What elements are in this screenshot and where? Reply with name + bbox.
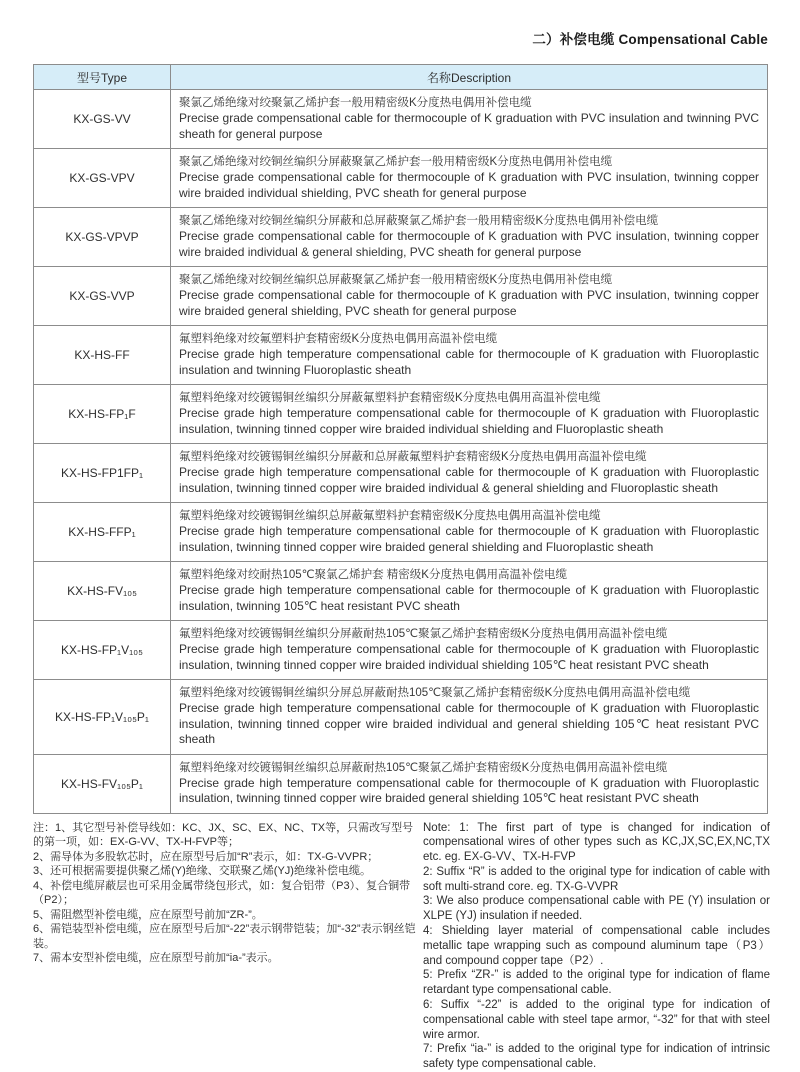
description-en: Precise grade high temperature compensational cable for thermocouple of K graduation with Fluoroplastic insulation, twinning tinned copper wire braided individual shielding and Fluoroplastic sheath: [179, 406, 759, 437]
table-row: [34, 621, 768, 680]
description-cell: [171, 208, 768, 267]
type-cell: KX-HS-FF: [34, 326, 171, 385]
note-line-zh: 7、需本安型补偿电缆，应在原型号前加“ia-”表示。: [33, 951, 417, 966]
description-cn: 氟塑料绝缘对绞氟塑料护套精密级K分度热电偶用高温补偿电缆: [179, 331, 759, 347]
description-cell: [171, 621, 768, 680]
description-cn: 氟塑料绝缘对绞镀锡铜丝编织分屏蔽氟塑料护套精密级K分度热电偶用高温补偿电缆: [179, 390, 759, 406]
table-row: [34, 208, 768, 267]
description-en: Precise grade high temperature compensational cable for thermocouple of K graduation with Fluoroplastic insulation, twinning tinned copper wire braided general shielding and Fluoroplastic sheath: [179, 524, 759, 555]
column-header-type: 型号Type: [34, 65, 171, 90]
description-en: Precise grade high temperature compensational cable for thermocouple of K graduation with Fluoroplastic insulation, twinning tinned copper wire braided individual and general shielding 105℃ heat resistant PVC sheath: [179, 701, 759, 748]
description-en: Precise grade high temperature compensational cable for thermocouple of K graduation with Fluoroplastic insulation, twinning 105℃ heat resistant PVC sheath: [179, 583, 759, 614]
description-cell: [171, 754, 768, 813]
type-cell: KX-HS-FP₁F: [34, 385, 171, 444]
type-cell: KX-HS-FP₁V₁₀₅P₁: [34, 680, 171, 755]
description-cn: 氟塑料绝缘对绞镀锡铜丝编织分屏总屏蔽耐热105℃聚氯乙烯护套精密级K分度热电偶用高温补偿电缆: [179, 685, 759, 701]
description-cn: 聚氯乙烯绝缘对绞铜丝编织分屏蔽聚氯乙烯护套一般用精密级K分度热电偶用补偿电缆: [179, 154, 759, 170]
page-title: 二）补偿电缆 Compensational Cable: [33, 28, 768, 48]
table-row: [34, 149, 768, 208]
description-cell: [171, 503, 768, 562]
note-line-en: 3: We also produce compensational cable with PE (Y) insulation or XLPE (YJ) insulation if needed.: [423, 894, 770, 924]
table-row: [34, 503, 768, 562]
note-line-en: 4: Shielding layer material of compensational cable includes metallic tape wrapping such as compound aluminum tape（P3）and compound copper tape（P2）.: [423, 924, 770, 968]
notes-en: [423, 821, 770, 1072]
note-line-en: 2: Suffix “R” is added to the original type for indication of cable with soft multi-strand core. eg. TX-G-VVPR: [423, 865, 770, 895]
cable-table-body: [34, 90, 768, 814]
notes-section: [33, 821, 770, 1072]
description-cell: [171, 680, 768, 755]
table-row: [34, 562, 768, 621]
note-line-zh: 2、需导体为多股软芯时，应在原型号后加“R”表示，如：TX-G-VVPR；: [33, 850, 417, 865]
description-cn: 聚氯乙烯绝缘对绞铜丝编织总屏蔽聚氯乙烯护套一般用精密级K分度热电偶用补偿电缆: [179, 272, 759, 288]
type-cell: KX-GS-VVP: [34, 267, 171, 326]
note-line-en: 7: Prefix “ia-” is added to the original type for indication of intrinsic safety type compensational cable.: [423, 1042, 770, 1072]
type-cell: KX-HS-FP₁V₁₀₅: [34, 621, 171, 680]
cable-table: [33, 64, 768, 814]
description-cn: 聚氯乙烯绝缘对绞聚氯乙烯护套一般用精密级K分度热电偶用补偿电缆: [179, 95, 759, 111]
cable-table-header: [34, 65, 768, 90]
type-cell: KX-GS-VPVP: [34, 208, 171, 267]
table-row: [34, 267, 768, 326]
note-line-zh: 3、还可根据需要提供聚乙烯(Y)绝缘、交联聚乙烯(YJ)绝缘补偿电缆。: [33, 864, 417, 879]
type-cell: KX-HS-FV₁₀₅P₁: [34, 754, 171, 813]
description-cell: [171, 149, 768, 208]
note-line-en: Note: 1: The first part of type is changed for indication of compensational wires of other types such as KC,JX,SC,EX,NC,TX etc. eg. EX-G-VV、TX-H-FVP: [423, 821, 770, 865]
description-en: Precise grade compensational cable for thermocouple of K graduation with PVC insulation and twinning PVC sheath for general purpose: [179, 111, 759, 142]
description-en: Precise grade high temperature compensational cable for thermocouple of K graduation with Fluoroplastic insulation, twinning tinned copper wire braided individual shielding 105℃ heat resistant PVC sheath: [179, 642, 759, 673]
note-line-zh: 4、补偿电缆屏蔽层也可采用金属带绕包形式，如：复合铝带（P3）、复合铜带（P2）；: [33, 879, 417, 908]
description-cn: 氟塑料绝缘对绞镀锡铜丝编织分屏蔽耐热105℃聚氯乙烯护套精密级K分度热电偶用高温补偿电缆: [179, 626, 759, 642]
table-row: [34, 385, 768, 444]
column-header-description: 名称Description: [171, 65, 768, 90]
note-line-zh: 注：1、其它型号补偿导线如：KC、JX、SC、EX、NC、TX等，只需改写型号的第一项，如：EX-G-VV、TX-H-FVP等；: [33, 821, 417, 850]
description-cell: [171, 326, 768, 385]
description-cn: 氟塑料绝缘对绞耐热105℃聚氯乙烯护套 精密级K分度热电偶用高温补偿电缆: [179, 567, 759, 583]
description-cn: 氟塑料绝缘对绞镀锡铜丝编织总屏蔽耐热105℃聚氯乙烯护套精密级K分度热电偶用高温补偿电缆: [179, 760, 759, 776]
notes-zh: [33, 821, 417, 1072]
table-row: [34, 754, 768, 813]
description-cn: 氟塑料绝缘对绞镀锡铜丝编织总屏蔽氟塑料护套精密级K分度热电偶用高温补偿电缆: [179, 508, 759, 524]
type-cell: KX-HS-FP1FP₁: [34, 444, 171, 503]
description-cn: 聚氯乙烯绝缘对绞铜丝编织分屏蔽和总屏蔽聚氯乙烯护套一般用精密级K分度热电偶用补偿电缆: [179, 213, 759, 229]
description-en: Precise grade high temperature compensational cable for thermocouple of K graduation with Fluoroplastic insulation and twinning Fluoroplastic sheath: [179, 347, 759, 378]
type-cell: KX-HS-FV₁₀₅: [34, 562, 171, 621]
description-cell: [171, 90, 768, 149]
description-cell: [171, 444, 768, 503]
description-cell: [171, 267, 768, 326]
note-line-en: 5: Prefix “ZR-” is added to the original type for indication of flame retardant type compensational cable.: [423, 968, 770, 998]
description-en: Precise grade high temperature compensational cable for thermocouple of K graduation with Fluoroplastic insulation, twinning tinned copper wire braided general shielding 105℃ heat resistant PVC sheath: [179, 776, 759, 807]
type-cell: KX-GS-VPV: [34, 149, 171, 208]
description-cell: [171, 385, 768, 444]
table-row: [34, 444, 768, 503]
note-line-zh: 5、需阻燃型补偿电缆，应在原型号前加“ZR-”。: [33, 908, 417, 923]
note-line-zh: 6、需铠装型补偿电缆，应在原型号后加“-22”表示钢带铠装；加“-32”表示钢丝铠装。: [33, 922, 417, 951]
description-cell: [171, 562, 768, 621]
description-cn: 氟塑料绝缘对绞镀锡铜丝编织分屏蔽和总屏蔽氟塑料护套精密级K分度热电偶用高温补偿电缆: [179, 449, 759, 465]
table-row: [34, 326, 768, 385]
description-en: Precise grade high temperature compensational cable for thermocouple of K graduation with Fluoroplastic insulation, twinning tinned copper wire braided individual & general shielding and Fluoroplastic sheath: [179, 465, 759, 496]
description-en: Precise grade compensational cable for thermocouple of K graduation with PVC insulation, twinning copper wire braided individual shielding, PVC sheath for general purpose: [179, 170, 759, 201]
header-row: [34, 65, 768, 90]
note-line-en: 6: Suffix “-22” is added to the original type for indication of compensational cable with steel tape armor, “-32” for that with steel wire armor.: [423, 998, 770, 1042]
table-row: [34, 680, 768, 755]
type-cell: KX-GS-VV: [34, 90, 171, 149]
description-en: Precise grade compensational cable for thermocouple of K graduation with PVC insulation, twinning copper wire braided general shielding, PVC sheath for general purpose: [179, 288, 759, 319]
description-en: Precise grade compensational cable for thermocouple of K graduation with PVC insulation, twinning copper wire braided individual & general shielding, PVC sheath for general purpose: [179, 229, 759, 260]
type-cell: KX-HS-FFP₁: [34, 503, 171, 562]
table-row: [34, 90, 768, 149]
